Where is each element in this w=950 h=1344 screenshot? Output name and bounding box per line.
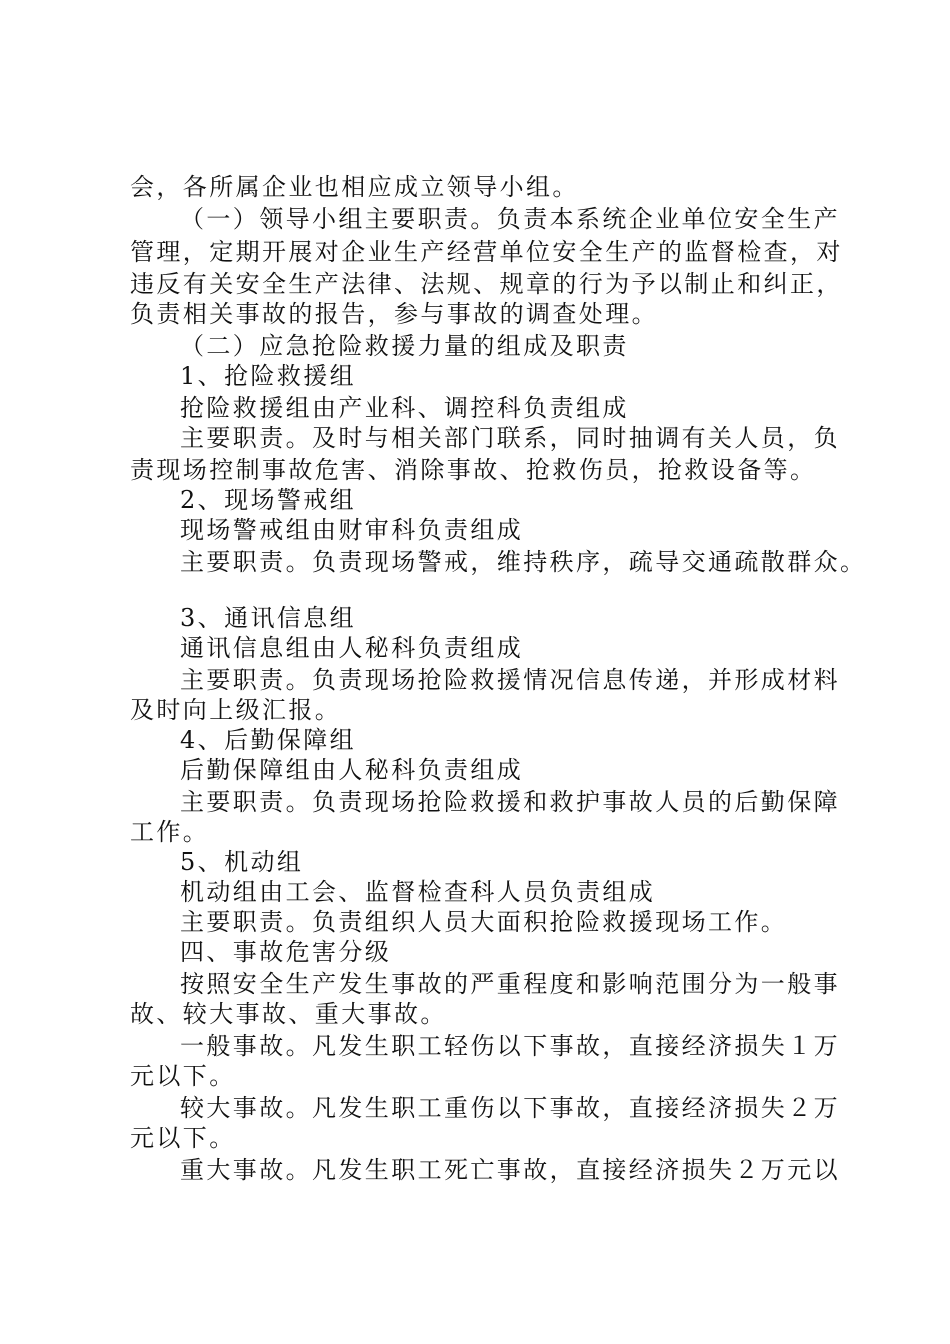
text-line: 及时向上级汇报。 bbox=[130, 696, 342, 724]
text-line: 管理，定期开展对企业生产经营单位安全生产的监督检查，对 bbox=[130, 238, 843, 266]
text-line: 责现场控制事故危害、消除事故、抢救伤员，抢救设备等。 bbox=[130, 456, 817, 484]
text-line: 元以下。 bbox=[130, 1062, 236, 1090]
text-line: 工作。 bbox=[130, 818, 210, 846]
section-heading: 四、事故危害分级 bbox=[180, 938, 392, 966]
subsection-heading: 1、抢险救援组 bbox=[180, 362, 357, 390]
text-line: 抢险救援组由产业科、调控科负责组成 bbox=[180, 394, 629, 422]
subsection-heading: 4、后勤保障组 bbox=[180, 726, 357, 754]
text-line: 较大事故。凡发生职工重伤以下事故，直接经济损失２万 bbox=[180, 1094, 840, 1122]
text-line: 主要职责。负责现场警戒，维持秩序，疏导交通疏散群众。 bbox=[180, 548, 867, 576]
text-line: 主要职责。及时与相关部门联系，同时抽调有关人员，负 bbox=[180, 424, 840, 452]
text-line: 按照安全生产发生事故的严重程度和影响范围分为一般事 bbox=[180, 970, 840, 998]
text-line: 一般事故。凡发生职工轻伤以下事故，直接经济损失１万 bbox=[180, 1032, 840, 1060]
text-line: 会，各所属企业也相应成立领导小组。 bbox=[130, 173, 579, 201]
text-line: 主要职责。负责组织人员大面积抢险救援现场工作。 bbox=[180, 908, 788, 936]
text-line: 故、较大事故、重大事故。 bbox=[130, 1000, 447, 1028]
subsection-heading: 2、现场警戒组 bbox=[180, 486, 357, 514]
subsection-heading: 3、通讯信息组 bbox=[180, 604, 357, 632]
text-line: 负责相关事故的报告，参与事故的调查处理。 bbox=[130, 300, 658, 328]
text-line: 主要职责。负责现场抢险救援和救护事故人员的后勤保障 bbox=[180, 788, 840, 816]
text-line: （一）领导小组主要职责。负责本系统企业单位安全生产 bbox=[180, 205, 840, 233]
text-line: 后勤保障组由人秘科负责组成 bbox=[180, 756, 524, 784]
text-line: 重大事故。凡发生职工死亡事故，直接经济损失２万元以 bbox=[180, 1156, 840, 1184]
text-line: 主要职责。负责现场抢险救援情况信息传递，并形成材料 bbox=[180, 666, 840, 694]
text-line: 通讯信息组由人秘科负责组成 bbox=[180, 634, 524, 662]
subsection-heading: 5、机动组 bbox=[180, 848, 304, 876]
section-heading: （二）应急抢险救援力量的组成及职责 bbox=[180, 332, 629, 360]
text-line: 机动组由工会、监督检查科人员负责组成 bbox=[180, 878, 656, 906]
text-line: 现场警戒组由财审科负责组成 bbox=[180, 516, 524, 544]
text-line: 元以下。 bbox=[130, 1124, 236, 1152]
text-line: 违反有关安全生产法律、法规、规章的行为予以制止和纠正， bbox=[130, 270, 843, 298]
